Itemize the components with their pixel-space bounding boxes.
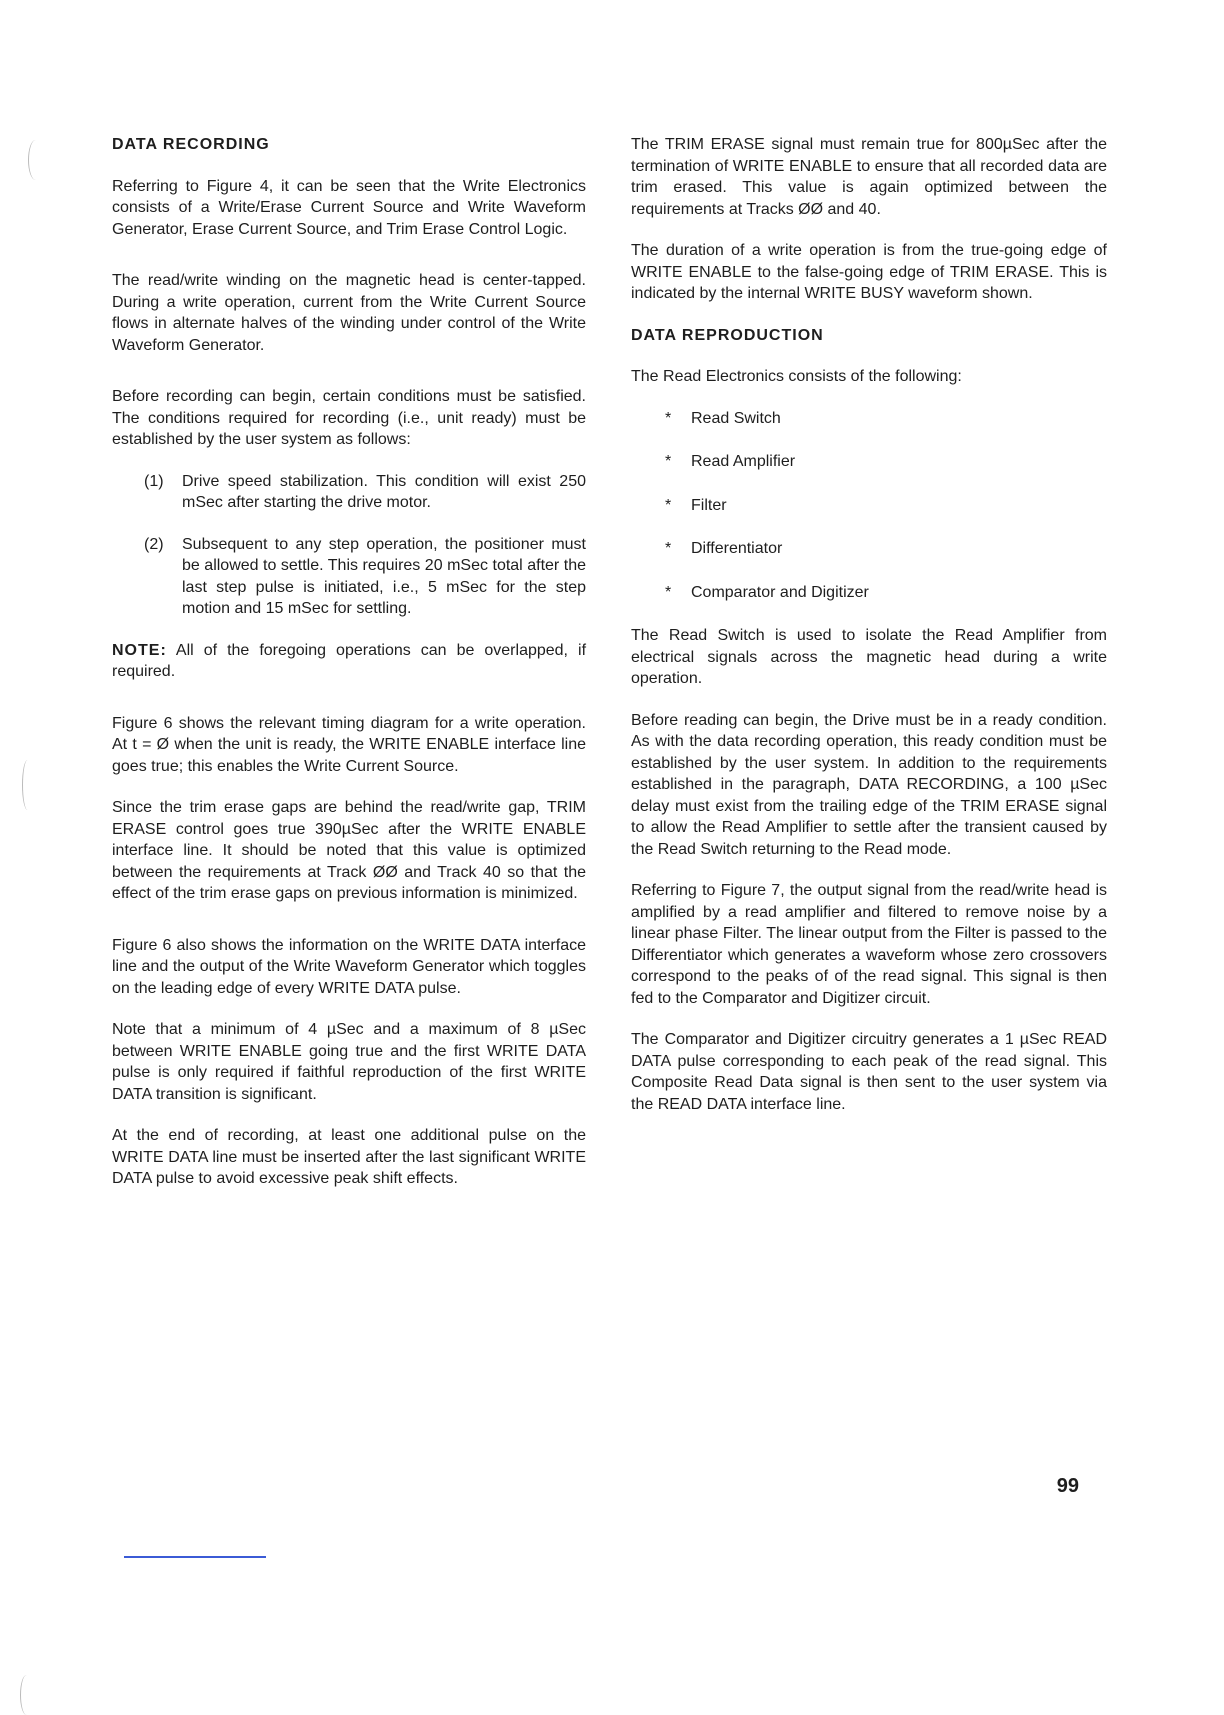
paragraph: Note that a minimum of 4 µSec and a maximum of 8 µSec between WRITE ENABLE going true and the first WRITE DATA pulse is only required if faithful reproduction of the first WRITE DATA transition is significant. (112, 1021, 586, 1103)
read-electronics-list (631, 408, 1107, 604)
list-item (112, 534, 586, 620)
paragraph: Since the trim erase gaps are behind the read/write gap, TRIM ERASE control goes true 390µSec after the WRITE ENABLE interface line. It should be noted that this value is optimized between the requirements at Track ØØ and Track 40 so that the effect of the trim erase gaps on previous information is minimized. (112, 799, 586, 902)
paragraph: Referring to Figure 4, it can be seen that the Write Electronics consists of a Write/Erase Current Source and Write Waveform Generator, Erase Current Source, and Trim Erase Control Logic. (112, 177, 586, 238)
paragraph: Before reading can begin, the Drive must be in a ready condition. As with the data recording operation, this ready condition must be established by the user system. In addition to the requirements established in the paragraph, DATA RECORDING, a 100 µSec delay must exist from the trailing edge of the TRIM ERASE signal to allow the Read Amplifier to settle after the transient caused by the Read Switch returning to the Read mode. (631, 711, 1107, 858)
list-text: Differentiator (691, 540, 783, 557)
paragraph: Before recording can begin, certain conditions must be satisfied. The conditions required for recording (i.e., unit ready) must be established by the user system as follows: (112, 388, 586, 448)
data-reproduction-heading: DATA REPRODUCTION (631, 326, 824, 344)
note-text: All of the foregoing operations can be overlapped, if required. (112, 641, 587, 680)
paragraph: Referring to Figure 7, the output signal from the read/write head is amplified by a read amplifier and filtered to remove noise by a linear phase Filter. The linear output from the Filter is passed to the Differentiator which generates a waveform whose zero crossovers correspond to the peaks of of the read signal. This signal is then fed to the Comparator and Digitizer circuit. (631, 882, 1107, 1007)
paragraph: The Read Switch is used to isolate the Read Amplifier from electrical signals across the magnetic head during a write operation. (631, 627, 1107, 687)
list-item (665, 495, 1107, 517)
left-column (112, 134, 586, 1210)
star-bullet-icon: * (665, 453, 672, 470)
star-bullet-icon: * (665, 409, 672, 427)
list-text: Comparator and Digitizer (691, 583, 869, 601)
paragraph: Figure 6 also shows the information on the WRITE DATA interface line and the output of the Write Waveform Generator which toggles on the leading edge of every WRITE DATA pulse. (112, 936, 586, 997)
list-text: Read Switch (691, 409, 781, 427)
margin-mark-bottom (20, 1675, 33, 1715)
paragraph: The duration of a write operation is from the true-going edge of WRITE ENABLE to the false-going edge of TRIM ERASE. This is indicated by the internal WRITE BUSY waveform shown. (631, 242, 1107, 302)
list-item (665, 451, 1107, 473)
star-bullet-icon: * (665, 496, 672, 514)
list-item (665, 538, 1107, 560)
right-column (631, 134, 1107, 1135)
margin-mark-middle (22, 760, 33, 810)
note-paragraph (112, 640, 586, 683)
list-text: Drive speed stabilization. This condition will exist 250 mSec after starting the drive motor. (182, 472, 586, 511)
paragraph: The TRIM ERASE signal must remain true for 800µSec after the termination of WRITE ENABLE to ensure that all recorded data are trim erased. This value is again optimized between the requirements at Tracks ØØ and 40. (631, 136, 1107, 218)
list-item (665, 408, 1107, 430)
list-text: Filter (691, 496, 727, 514)
paragraph: The Comparator and Digitizer circuitry generates a 1 µSec READ DATA pulse corresponding to each peak of the read signal. This Composite Read Data signal is then sent to the user system via the READ DATA interface line. (631, 1031, 1107, 1113)
note-label: NOTE: (112, 641, 167, 659)
margin-mark-top (28, 140, 43, 180)
list-number: (2) (144, 535, 164, 553)
paragraph: The read/write winding on the magnetic head is center-tapped. During a write operation, current from the Write Current Source flows in alternate halves of the winding under control of the Write Waveform Generator. (112, 272, 586, 354)
list-text: Read Amplifier (691, 453, 796, 470)
paragraph: Figure 6 shows the relevant timing diagram for a write operation. At t = Ø when the unit is ready, the WRITE ENABLE interface line goes true; this enables the Write Current Source. (112, 714, 586, 775)
page-number: 99 (1056, 1475, 1079, 1497)
star-bullet-icon: * (665, 540, 672, 557)
data-recording-heading: DATA RECORDING (112, 136, 270, 153)
star-bullet-icon: * (665, 583, 672, 601)
list-number: (1) (144, 472, 164, 490)
scan-artifact-line (124, 1556, 266, 1558)
paragraph: At the end of recording, at least one additional pulse on the WRITE DATA line must be inserted after the last significant WRITE DATA pulse to avoid excessive peak shift effects. (112, 1127, 586, 1187)
paragraph: The Read Electronics consists of the following: (631, 368, 962, 385)
list-text: Subsequent to any step operation, the positioner must be allowed to settle. This requires 20 mSec total after the last step pulse is initiated, i.e., 5 mSec for the step motion and 15 mSec for settling. (182, 535, 586, 617)
list-item (665, 582, 1107, 604)
list-item (112, 471, 586, 514)
